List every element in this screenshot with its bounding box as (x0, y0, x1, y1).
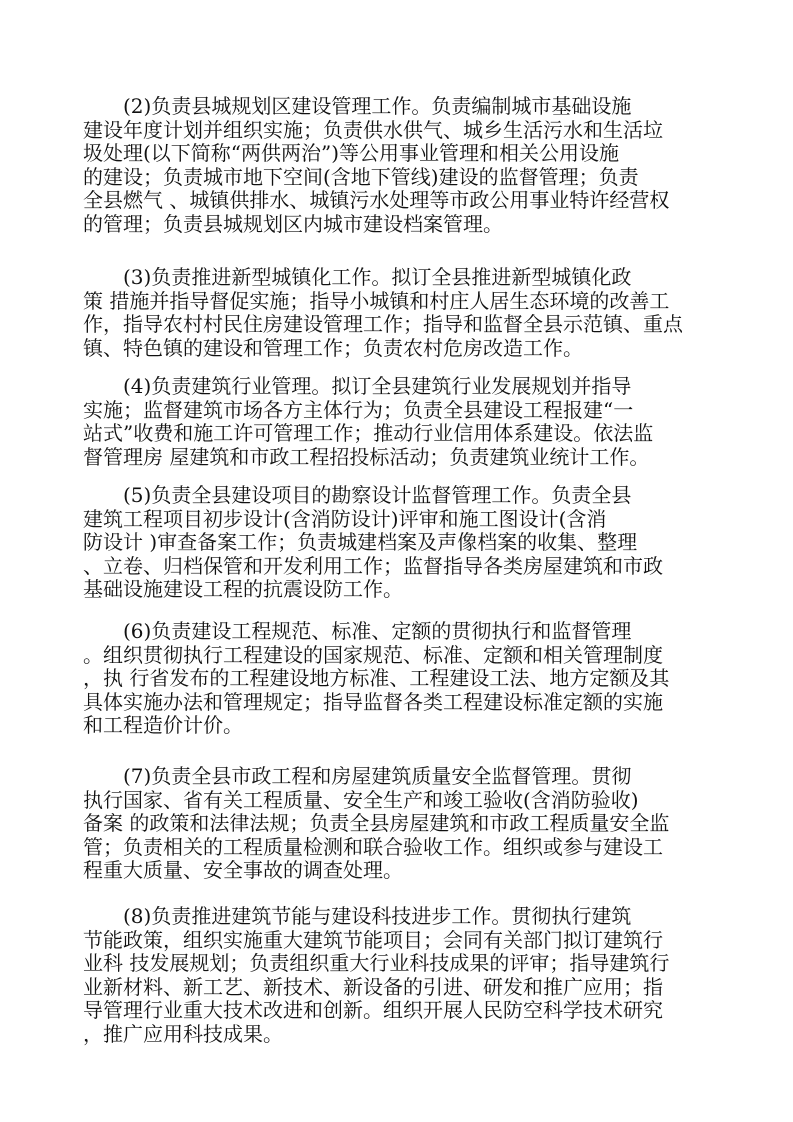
text-line: 建设年度计划并组织实施；负责供水供气、城乡生活污水和生活垃 (83, 118, 663, 142)
paragraph-item-4 (83, 375, 723, 469)
text-line: 执行国家、省有关工程质量、安全生产和竣工验收(含消防验收) (83, 788, 639, 812)
text-line: 程重大质量、安全事故的调查处理。 (83, 859, 403, 882)
text-line: 业新材料、新工艺、新技术、新设备的引进、研发和推广应用；指 (83, 975, 663, 999)
text-line: (2)负责县城规划区建设管理工作。负责编制城市基础设施 (123, 95, 632, 118)
text-line: 全县燃气 、城镇供排水、城镇污水处理等市政公用事业特许经营权 (83, 189, 670, 212)
text-line: 备案 的政策和法律法规；负责全县房屋建筑和市政工程质量安全监 (83, 812, 670, 835)
text-line: 节能政策，组织实施重大建筑节能项目；会同有关部门拟订建筑行 (83, 928, 663, 952)
text-line: (5)负责全县建设项目的勘察设计监督管理工作。负责全县 (123, 484, 632, 507)
paragraph-item-2 (83, 95, 723, 236)
paragraph-item-6 (83, 620, 723, 738)
text-line: 策 措施并指导督促实施；指导小城镇和村庄人居生态环境的改善工 (83, 289, 670, 313)
text-line: 业科 技发展规划；负责组织重大行业科技成果的评审；指导建筑行 (83, 952, 670, 975)
text-line: (4)负责建筑行业管理。拟订全县建筑行业发展规划并指导 (123, 375, 632, 398)
text-line: ，执 行省发布的工程建设地方标准、工程建设工法、地方定额及其 (83, 667, 670, 690)
paragraph-item-8 (83, 905, 723, 1046)
paragraph-item-5 (83, 484, 723, 602)
text-line: 督管理房 屋建筑和市政工程招投标活动；负责建筑业统计工作。 (83, 445, 650, 469)
text-line: 管；负责相关的工程质量检测和联合验收工作。组织或参与建设工 (83, 835, 663, 859)
text-line: (3)负责推进新型城镇化工作。拟订全县推进新型城镇化政 (123, 266, 632, 289)
text-line: 基础设施建设工程的抗震设防工作。 (83, 578, 403, 601)
text-line: 、立卷、归档保管和开发利用工作；监督指导各类房屋建筑和市政 (83, 554, 663, 578)
text-line: 圾处理(以下简称“两供两治”)等公用事业管理和相关公用设施 (83, 142, 620, 165)
text-line: (6)负责建设工程规范、标准、定额的贯彻执行和监督管理 (123, 620, 632, 643)
text-line: (7)负责全县市政工程和房屋建筑质量安全监督管理。贯彻 (123, 765, 632, 788)
text-line: 和工程造价计价。 (83, 714, 243, 737)
text-line: 的管理；负责县城规划区内城市建设档案管理。 (83, 212, 503, 236)
text-line: 具体实施办法和管理规定；指导监督各类工程建设标准定额的实施 (83, 690, 663, 714)
paragraph-item-3 (83, 266, 723, 360)
text-line: ，推广应用科技成果。 (83, 1022, 283, 1046)
text-line: 防设计 )审查备案工作；负责城建档案及声像档案的收集、整理 (83, 531, 638, 554)
text-line: (8)负责推进建筑节能与建设科技进步工作。贯彻执行建筑 (123, 905, 632, 928)
text-line: 导管理行业重大技术改进和创新。组织开展人民防空科学技术研究 (83, 999, 663, 1022)
text-line: 。组织贯彻执行工程建设的国家规范、标准、定额和相关管理制度 (83, 643, 663, 667)
text-line: 建筑工程项目初步设计(含消防设计)评审和施工图设计(含消 (83, 507, 607, 531)
text-line: 站式”收费和施工许可管理工作；推动行业信用体系建设。依法监 (83, 422, 654, 445)
text-line: 作，指导农村村民住房建设管理工作；指导和监督全县示范镇、重点 (83, 313, 683, 336)
text-line: 镇、特色镇的建设和管理工作；负责农村危房改造工作。 (83, 336, 583, 360)
paragraph-item-7 (83, 765, 723, 883)
text-line: 的建设；负责城市地下空间(含地下管线)建设的监督管理；负责 (83, 165, 639, 189)
text-line: 实施；监督建筑市场各方主体行为；负责全县建设工程报建“一 (83, 398, 634, 422)
